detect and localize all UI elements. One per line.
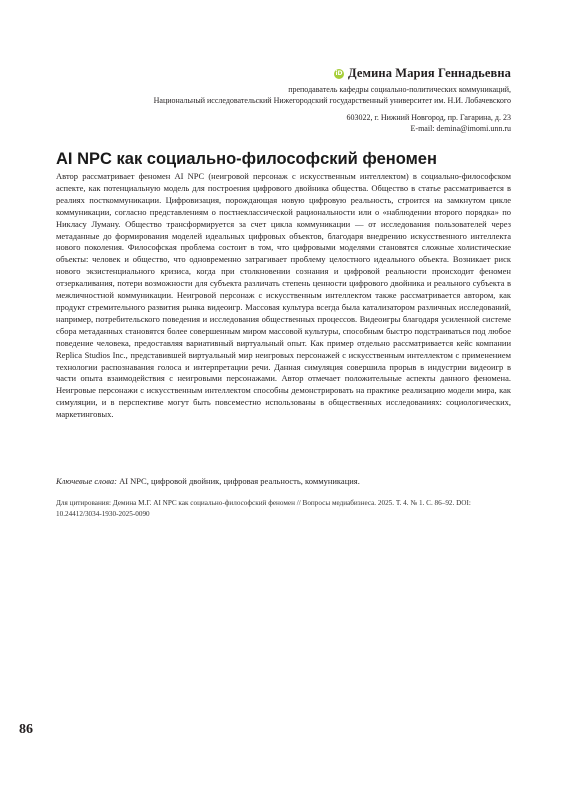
author-university: Национальный исследовательский Нижегородский государственный университет им. Н.И. Лобачевского <box>153 95 511 105</box>
author-contact <box>41 113 511 134</box>
author-address: 603022, г. Нижний Новгород, пр. Гагарина, д. 23 <box>346 113 511 122</box>
citation: Для цитирования: Демина М.Г. AI NPC как социально-философский феномен // Вопросы медиабизнеса. 2025. Т. 4. № 1. С. 86–92. DOI: 10.24412/3034-1930-2025-0090 <box>56 499 471 518</box>
author-position: преподаватель кафедры социально-политических коммуникаций, <box>288 85 511 94</box>
page-number: 86 <box>19 722 33 737</box>
author-block <box>41 66 511 134</box>
keywords <box>56 476 511 488</box>
article-abstract: Автор рассматривает феномен AI NPC (неигровой персонаж с искусственным интеллектом) в социально-философском аспекте, как потенциальную модель для построения цифрового двойника общества. Общество в статье рассматривается в реалиях посткоммуникации. Цифровизация, порождающая новую цифровую реальность, строится на замкнутом цикле коммуникации, согласно представлениям о постнеклассической рациональности или о «наблюдении второго порядка» по Никласу Луману. Общество трансформируется за счет цикла коммуникации — от исследования пользователей через метаданные до формирования моделей идеальных цифровых объектов, благодаря внедрению искусственного интеллекта нового поколения. Философская проблема состоит в том, что цифровыми моделями становятся сложные холистические объекты: человек и общество, что одновременно затрагивает проблему целостного идеального объекта. Возникает риск нового экзистенциального кризиса, когда при столкновении сознания и цифровой реальности происходит феномен отзеркаливания, потери возможности для субъекта различать степень ценности цифрового двойника и реального субъекта в межличностной коммуникации. Неигровой персонаж с искусственным интеллектом также рассматривается автором, как продукт стремительного развития рынка видеоигр. Массовая культура всегда была катализатором различных исследований, например, потребительского поведения и исследования общественных процессов. Видеоигры благодаря усиленной системе сбора метаданных становятся более совершенным миром массовой культуры, способным быстро подстраиваться под любое поведение человека, предоставляя вариативный виртуальный опыт. Как пример отдельно рассматривается кейс компании Replica Studios Inc., представившей виртуальный мир неигровых персонажей с искусственным интеллектом с применением технологии распознавания голоса и интерпретации речи. Данная симуляция совершила прорыв в индустрии видеоигр в части опыта взаимодействия с неигровыми персонажами. Автор отмечает положительные аспекты данного феномена. Неигровые персонажи с искусственным интеллектом способны демонстрировать на практике реализацию модели мира, как симуляции, и в перспективе могут быть повсеместно использованы в общественных исследованиях: социологических, маркетинговых. <box>56 171 511 420</box>
author-email[interactable]: E-mail: demina@imomi.unn.ru <box>410 123 511 133</box>
author-name: Демина Мария Геннадьевна <box>348 66 511 80</box>
author-line <box>41 66 511 81</box>
keywords-list: AI NPC, цифровой двойник, цифровая реальность, коммуникация. <box>116 476 360 486</box>
author-affiliation <box>41 85 511 106</box>
keywords-label: Ключевые слова: <box>56 476 117 486</box>
orcid-icon[interactable]: iD <box>335 69 343 77</box>
article-title: AI NPC как социально-философский феномен <box>56 150 437 168</box>
